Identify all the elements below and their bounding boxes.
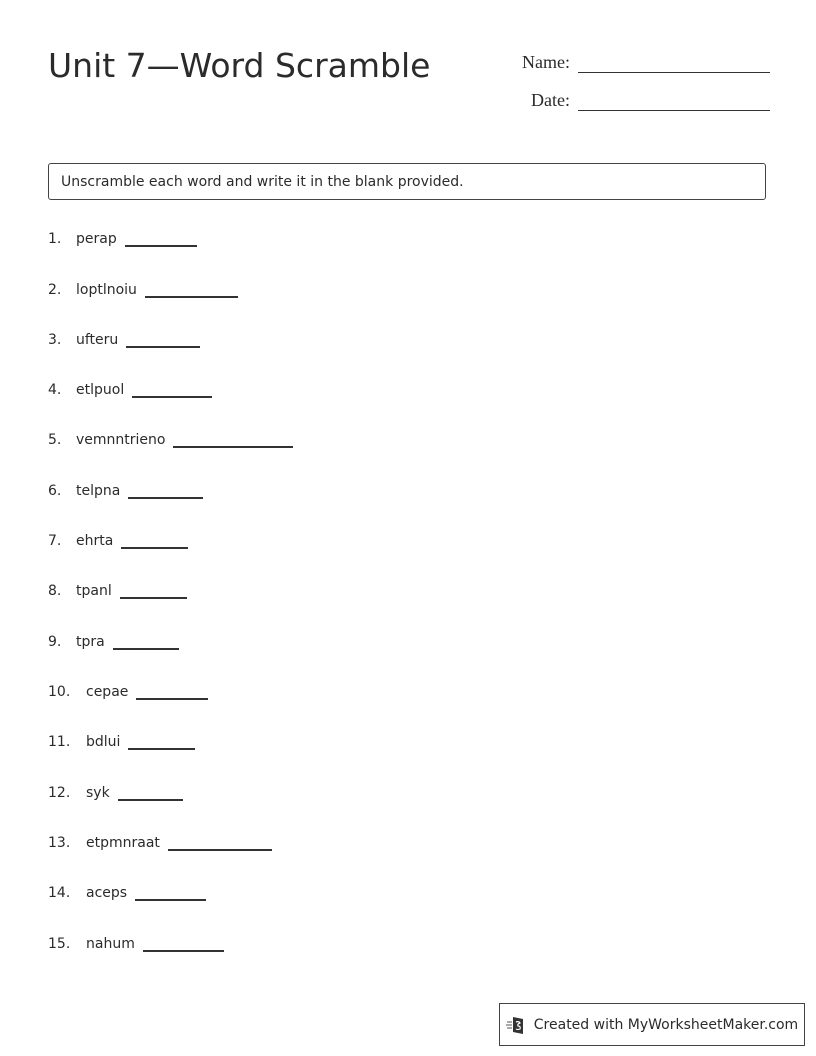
scrambled-word: vemnntrieno (76, 432, 166, 448)
list-item (48, 483, 203, 499)
scrambled-word: loptlnoiu (76, 282, 137, 298)
list-item (48, 382, 212, 398)
item-number: 13. (48, 835, 71, 851)
scrambled-word: bdlui (86, 734, 121, 750)
answer-blank[interactable] (121, 533, 188, 549)
instructions-box: Unscramble each word and write it in the blank provided. (48, 163, 766, 200)
item-number: 4. (48, 382, 62, 398)
list-item (48, 734, 195, 750)
answer-blank[interactable] (113, 634, 179, 650)
list-item (48, 432, 293, 448)
answer-blank[interactable] (168, 835, 272, 851)
date-label: Date: (531, 90, 570, 110)
answer-blank[interactable] (132, 382, 212, 398)
name-field-row (480, 52, 770, 73)
item-number: 10. (48, 684, 71, 700)
scrambled-word: syk (86, 785, 110, 801)
answer-blank[interactable] (135, 885, 206, 901)
item-number: 12. (48, 785, 71, 801)
scrambled-word: telpna (76, 483, 121, 499)
item-number: 9. (48, 634, 62, 650)
answer-blank[interactable] (143, 936, 224, 952)
item-number: 15. (48, 936, 71, 952)
scrambled-word: cepae (86, 684, 129, 700)
name-blank[interactable] (578, 52, 770, 73)
list-item (48, 583, 187, 599)
list-item (48, 835, 272, 851)
item-number: 11. (48, 734, 71, 750)
list-item (48, 684, 208, 700)
answer-blank[interactable] (128, 734, 195, 750)
date-blank[interactable] (578, 90, 770, 111)
item-number: 1. (48, 231, 62, 247)
item-number: 3. (48, 332, 62, 348)
scrambled-word: nahum (86, 936, 135, 952)
scrambled-word: perap (76, 231, 117, 247)
date-field-row (480, 90, 770, 111)
footer-text: Created with MyWorksheetMaker.com (533, 1016, 799, 1033)
list-item (48, 785, 183, 801)
answer-blank[interactable] (120, 583, 187, 599)
item-number: 14. (48, 885, 71, 901)
list-item (48, 282, 238, 298)
item-number: 6. (48, 483, 62, 499)
list-item (48, 885, 206, 901)
list-item (48, 332, 200, 348)
scrambled-word: tpanl (76, 583, 112, 599)
scrambled-word: aceps (86, 885, 128, 901)
item-number: 2. (48, 282, 62, 298)
item-number: 8. (48, 583, 62, 599)
list-item (48, 533, 188, 549)
item-number: 7. (48, 533, 62, 549)
answer-blank[interactable] (125, 231, 197, 247)
footer-credit[interactable] (499, 1003, 805, 1046)
list-item (48, 936, 224, 952)
scrambled-word: etlpuol (76, 382, 125, 398)
list-item (48, 634, 179, 650)
scrambled-word: ufteru (76, 332, 119, 348)
answer-blank[interactable] (145, 282, 238, 298)
answer-blank[interactable] (128, 483, 203, 499)
scrambled-word: ehrta (76, 533, 114, 549)
scrambled-word: etpmnraat (86, 835, 160, 851)
page-title: Unit 7—Word Scramble (48, 46, 431, 85)
name-label: Name: (522, 52, 570, 72)
item-number: 5. (48, 432, 62, 448)
list-item (48, 231, 197, 247)
answer-blank[interactable] (118, 785, 183, 801)
answer-blank[interactable] (126, 332, 200, 348)
answer-blank[interactable] (173, 432, 293, 448)
answer-blank[interactable] (136, 684, 208, 700)
scrambled-word: tpra (76, 634, 105, 650)
worksheet-maker-logo-icon (506, 1014, 528, 1036)
